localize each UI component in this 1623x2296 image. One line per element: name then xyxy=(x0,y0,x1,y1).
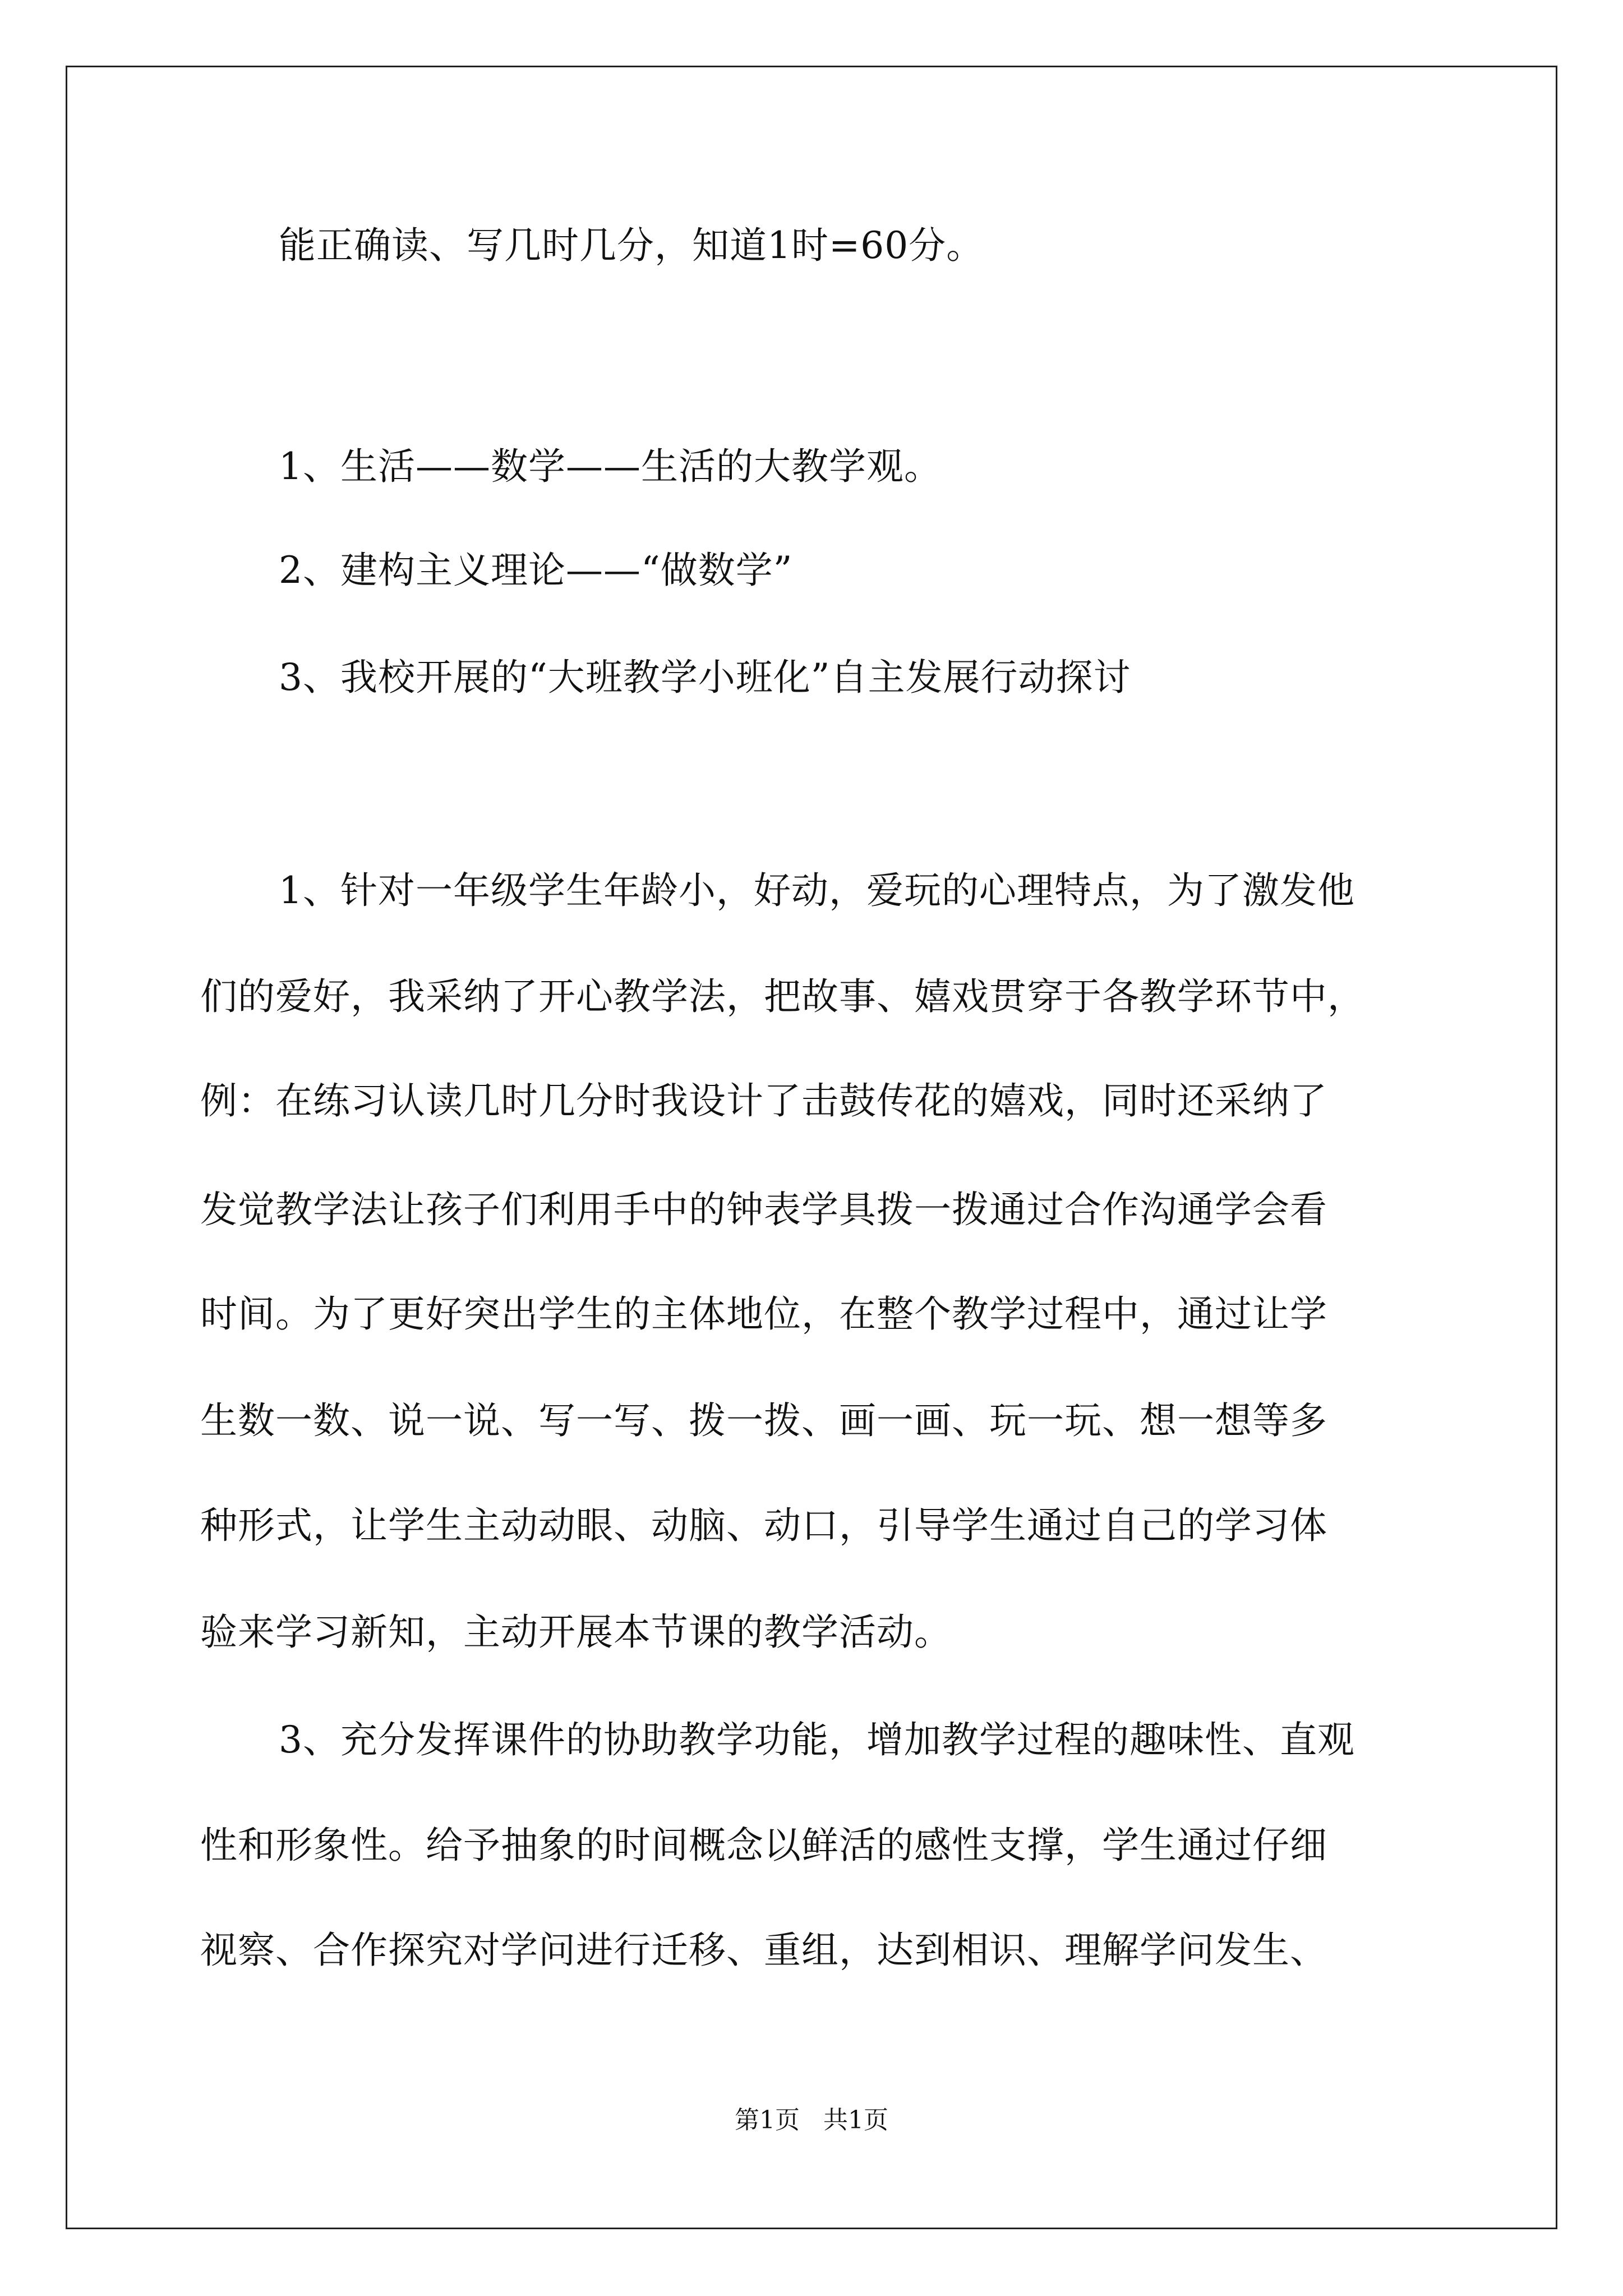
paragraph-line: 能正确读、写几时几分，知道1时=60分。 xyxy=(279,224,984,267)
paragraph-line: 发觉教学法让孩子们利用手中的钟表学具拨一拨通过合作沟通学会看 xyxy=(200,1188,1327,1231)
paragraph-line: 种形式，让学生主动动眼、动脑、动口，引导学生通过自己的学习体 xyxy=(200,1504,1327,1547)
paragraph-line: 3、充分发挥课件的协助教学功能，增加教学过程的趣味性、直观 xyxy=(279,1718,1355,1761)
list-item: 3、我校开展的“大班教学小班化”自主发展行动探讨 xyxy=(279,656,1131,699)
paragraph-line: 性和形象性。给予抽象的时间概念以鲜活的感性支撑，学生通过仔细 xyxy=(200,1824,1327,1867)
list-item: 2、建构主义理论——“做数学” xyxy=(279,549,793,592)
paragraph-line: 例：在练习认读几时几分时我设计了击鼓传花的嬉戏，同时还采纳了 xyxy=(200,1079,1327,1122)
list-item: 1、生活——数学——生活的大教学观。 xyxy=(279,445,942,488)
paragraph-line: 验来学习新知，主动开展本节课的教学活动。 xyxy=(200,1611,952,1654)
page-border xyxy=(66,66,1557,2229)
paragraph-line: 时间。为了更好突出学生的主体地位，在整个教学过程中，通过让学 xyxy=(200,1292,1327,1336)
paragraph-line: 生数一数、说一说、写一写、拨一拨、画一画、玩一玩、想一想等多 xyxy=(200,1399,1327,1442)
paragraph-line: 们的爱好，我采纳了开心教学法，把故事、嬉戏贯穿于各教学环节中， xyxy=(200,975,1365,1018)
paragraph-line: 视察、合作探究对学问进行迁移、重组，达到相识、理解学问发生、 xyxy=(200,1929,1327,1972)
page-number-footer: 第1页 共1页 xyxy=(735,2106,888,2134)
paragraph-line: 1、针对一年级学生年龄小，好动，爱玩的心理特点，为了激发他 xyxy=(279,869,1355,912)
